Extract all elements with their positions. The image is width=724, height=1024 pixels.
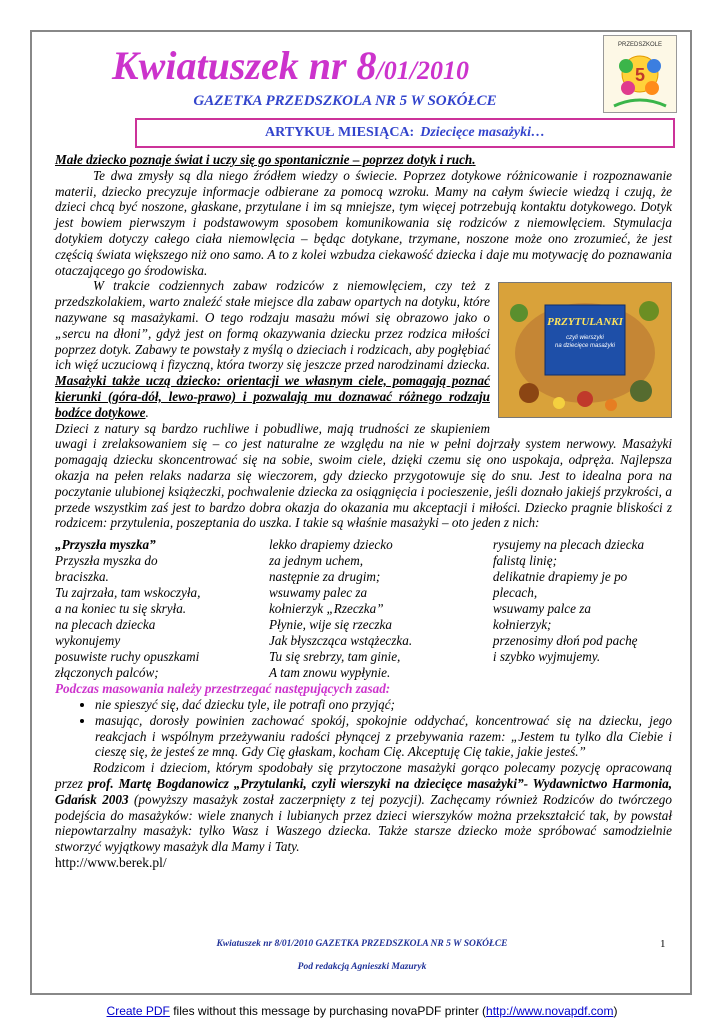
article-label: ARTYKUŁ MIESIĄCA: (264, 125, 415, 140)
footer-line-1: Kwiatuszek nr 8/01/2010 GAZETKA PRZEDSZKOLA NR 5 W SOKÓŁCE (216, 939, 508, 949)
novapdf-notice: Create PDF files without this message by purchasing novaPDF printer (http://www.novapdf.com) (106, 1004, 618, 1018)
book-cover-image (498, 282, 672, 418)
poem-column-3: rysujemy na plecach dziecka falistą linię; delikatnie drapiemy je po plecach, wsuwamy palce za kołnierzyk; przenosimy dłoń pod pachę i szybko wyjmujemy. (492, 537, 645, 665)
newsletter-subtitle: GAZETKA PRZEDSZKOLA NR 5 W SOKÓŁCE (193, 93, 497, 109)
poem-column-1: „Przyszła myszka” Przyszła myszka do braciszka. Tu zajrzała, tam wskoczyła, a na koniec tu się skryła. na plecach dziecka wykonujemy posuwiste ruchy opuszkami złączonych palców; (55, 537, 201, 681)
svg-text:na dziecięce masażyki: na dziecięce masażyki (554, 343, 616, 350)
article-paragraph-1: Te dwa zmysły są dla niego źródłem wiedzy o świecie. Poprzez dotykowe różnicowanie i rozpoznawanie materii, dziecko precyzuje informacje odbierane za pomocą wzroku. Mamy na całym świecie wiedzą i czują, że dzieci chcą być noszone, głaskane, przytulane i im są mniejsze, tym więcej potrzebują kontaktu dotykowego. Dotyk jest bowiem pierwszym i podstawowym sposobem komunikowania się rodziców z niemowlęciem. Stymulacja dotykiem dotyczy całego ciała niemowlęcia – będąc dotykane, trzymane, noszone może ono zrozumieć, że jest częścią świata większego niż ono samo. A to z kolei wzbudza ciekawość dziecka i daje mu motywację do poznawania otaczającego go środowiska. (55, 167, 672, 278)
article-topic: Dziecięce masażyki… (420, 125, 546, 140)
svg-text:PRZYTULANKI: PRZYTULANKI (547, 316, 623, 329)
svg-text:PRZEDSZKOLE: PRZEDSZKOLE (617, 42, 663, 48)
article-body (55, 152, 672, 871)
poem-column-2: lekko drapiemy dziecko za jednym uchem, następnie za drugim; wsuwamy palec za kołnierzyk „Rzeczka” Płynie, wije się rzeczka Jak błyszcząca wstążeczka. Tu się srebrzy, tam ginie, A tam znowu wypłynie. (268, 537, 413, 681)
svg-text:5: 5 (634, 65, 646, 85)
newsletter-title: Kwiatuszek nr 8/01/2010 (112, 43, 469, 88)
page-number: 1 (660, 938, 666, 950)
rules-heading: Podczas masowania należy przestrzegać następujących zasad: (55, 681, 391, 697)
rules-list (55, 697, 672, 760)
list-item: • masując, dorosły powinien zachować spokój, spokojnie oddychać, koncentrować się na dziecku, jego reakcjach i wspólnym przeżywaniu radości płynącej z przebywania razem: „Jestem tu tylko dla Ciebie i cieszę się, że jesteś ze mną. Gdy Cię głaskam, kocham Cię. Akceptuję Cię takie, jakie jesteś.” (95, 713, 672, 760)
massage-poem (55, 537, 672, 681)
article-of-month-box (135, 118, 675, 148)
footer-editor: Pod redakcją Agnieszki Mazuryk (297, 962, 427, 972)
article-lead: Małe dziecko poznaje świat i uczy się go spontanicznie – poprzez dotyk i ruch. (55, 152, 476, 167)
kindergarten-logo (603, 35, 677, 113)
article-paragraph-2: W trakcie codziennych zabaw rodziców z niemowlęciem, czy też z przedszkolakiem, warto znaleźć stałe miejsce dla zabaw opartych na dotyku, które nazywane są masażykami. O tego rodzaju masażu mówi się obrazowo jako o „sercu na dłoni”, gdyż jest on formą okazywania dziecku przez rodzica miłości poprzez dotyk. Zabawy te powstały z myślą o dzieciach i rodzicach, aby pogłębiać ich więź uczuciową i fizyczną, która tworzy się jeszcze przed narodzinami dziecka. Masażyki także uczą dziecko: orientacji we własnym ciele, pomagają poznać kierunki (góra-dół, lewo-prawo) i pozwalają mu doznawać różnego rodzaju bodźce dotykowe. (55, 278, 490, 420)
article-paragraph-3: Dzieci z natury są bardzo ruchliwe i pobudliwe, mają trudności ze skupieniem uwagi i zrelaksowaniem się – co jest naturalne ze względu na nie w pełni dojrzały system nerwowy. Masażyki pomagają dziecku skoncentrować się na sobie, swoim ciele, dzięki czemu się ono uspokaja, odpręża. Najlepsza okazja na pełen relaks nadarza się wieczorem, gdy dziecko przygotowuje się do snu. Jest to idealna pora na poczytanie ulubionej książeczki, pochwalenie dziecka za osiągnięcia i pocieszenie, jeśli doznało jakiejś przykrości, a przede wszystkim zaś jest to bardzo dobra okazja do okazania mu akceptacji i miłości. Dziecko pragnie bliskości z rodzicem: przytulenia, poszeptania do uszka. I takie są właśnie masażyki – oto jeden z nich: (55, 420, 672, 531)
novapdf-link[interactable]: http://www.novapdf.com (486, 1004, 614, 1018)
closing-paragraph: Rodzicom i dzieciom, którym spodobały się przytoczone masażyki gorąco polecamy pozycję opracowaną przez prof. Martę Bogdanowicz „Przytulanki, czyli wierszyki na dziecięce masażyki”- Wydawnictwo Harmonia, Gdańsk 2003 (powyższy masażyk został zaczerpnięty z tej pozycji). Zachęcamy również Rodziców do twórczego podejścia do masażyków: wiele znanych i lubianych przez dzieci wierszyków można przekształcić tak, by powstał niepowtarzalny masażyk: tylko Wasz i Waszego dziecka. Także starsze dziecko może spróbować samodzielnie stworzyć wyjątkowy masażyk dla Mamy i Taty. (55, 760, 672, 855)
svg-text:czyli wierszyki: czyli wierszyki (566, 335, 604, 342)
list-item: • nie spieszyć się, dać dziecku tyle, ile potrafi ono przyjąć; (95, 697, 672, 713)
create-pdf-link[interactable]: Create PDF (106, 1004, 170, 1018)
source-url: http://www.berek.pl/ (55, 854, 167, 870)
